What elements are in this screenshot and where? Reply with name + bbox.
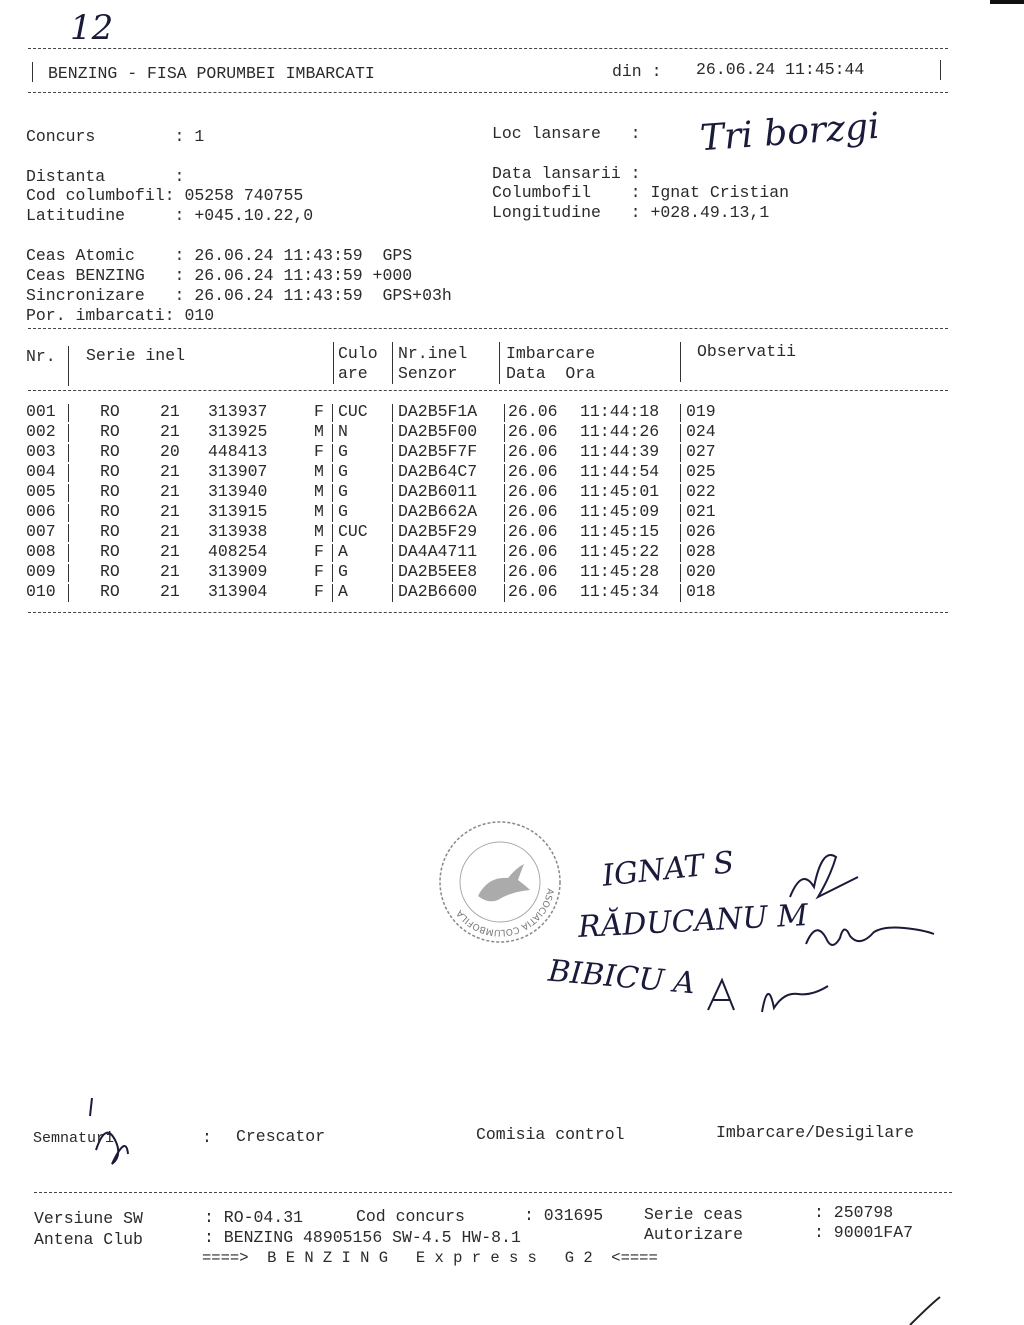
row-obs: 025 (686, 462, 716, 481)
row-obs: 026 (686, 522, 716, 541)
row-year: 21 (160, 542, 180, 561)
row-nr: 007 (26, 522, 56, 541)
header-divider-culoare (392, 342, 393, 384)
row-column-divider (332, 484, 333, 502)
autorizare-label: Autorizare (644, 1225, 744, 1244)
row-year: 21 (160, 562, 180, 581)
longitudine-value: +028.49.13,1 (650, 203, 770, 222)
header-left-bar (32, 62, 33, 82)
row-color: N (338, 422, 348, 441)
row-ring: 313915 (208, 502, 268, 521)
latitudine-line (26, 206, 313, 226)
row-column-divider (68, 464, 69, 482)
handwritten-signature-2: RĂDUCANU M (577, 898, 809, 945)
cod-concurs-label: Cod concurs (356, 1207, 465, 1226)
row-year: 20 (160, 442, 180, 461)
porumbei-imbarcati-line (26, 306, 214, 326)
row-column-divider (68, 584, 69, 602)
row-date: 26.06 (508, 482, 558, 501)
row-color: G (338, 482, 348, 501)
row-column-divider (392, 584, 393, 602)
row-year: 21 (160, 502, 180, 521)
ceas-benzing-label: Ceas BENZING : (26, 266, 195, 285)
row-sex: M (314, 482, 324, 501)
table-top-rule (28, 328, 948, 329)
row-year: 21 (160, 522, 180, 541)
row-ring: 313909 (208, 562, 268, 581)
col-header-observatii: Observatii (697, 342, 797, 361)
row-country: RO (100, 502, 120, 521)
ceas-benzing-value: 26.06.24 11:43:59 +000 (194, 266, 413, 285)
row-column-divider (68, 404, 69, 422)
row-sensor: DA2B5F29 (398, 522, 478, 541)
row-column-divider (392, 444, 393, 462)
cod-concurs-value: : 031695 (524, 1206, 604, 1225)
row-ring: 313907 (208, 462, 268, 481)
row-column-divider (68, 544, 69, 562)
row-country: RO (100, 542, 120, 561)
row-nr: 002 (26, 422, 56, 441)
row-date: 26.06 (508, 522, 558, 541)
row-obs: 019 (686, 402, 716, 421)
header-divider-nr (68, 346, 69, 386)
row-column-divider (680, 404, 681, 422)
row-nr: 005 (26, 482, 56, 501)
concurs-label: Concurs : (26, 127, 195, 146)
row-column-divider (680, 544, 681, 562)
row-time: 11:44:54 (580, 462, 660, 481)
row-sensor: DA4A4711 (398, 542, 478, 561)
semnaturi-label: Semnaturi (33, 1130, 115, 1147)
latitudine-value: +045.10.22,0 (194, 206, 314, 225)
row-time: 11:45:01 (580, 482, 660, 501)
row-year: 21 (160, 582, 180, 601)
row-column-divider (504, 564, 505, 582)
row-country: RO (100, 442, 120, 461)
din-label: din : (612, 62, 662, 81)
row-color: G (338, 562, 348, 581)
row-time: 11:44:39 (580, 442, 660, 461)
row-obs: 024 (686, 422, 716, 441)
stamp-text: ASOCIATIA COLUMBOFILA (455, 887, 555, 938)
row-nr: 010 (26, 582, 56, 601)
row-column-divider (332, 504, 333, 522)
row-column-divider (392, 524, 393, 542)
header-top-rule (28, 48, 948, 49)
row-date: 26.06 (508, 542, 558, 561)
row-sex: M (314, 462, 324, 481)
row-column-divider (680, 584, 681, 602)
row-sex: M (314, 522, 324, 541)
distanta-line (26, 167, 184, 187)
row-column-divider (392, 544, 393, 562)
ceas-benzing-line (26, 266, 412, 286)
row-column-divider (68, 504, 69, 522)
row-date: 26.06 (508, 402, 558, 421)
header-bottom-rule (28, 92, 948, 93)
row-column-divider (680, 564, 681, 582)
row-ring: 313904 (208, 582, 268, 601)
row-obs: 022 (686, 482, 716, 501)
longitudine-line (492, 203, 769, 223)
row-date: 26.06 (508, 422, 558, 441)
row-obs: 020 (686, 562, 716, 581)
row-date: 26.06 (508, 582, 558, 601)
porumbei-imbarcati-value: 010 (184, 306, 215, 325)
row-country: RO (100, 582, 120, 601)
row-column-divider (332, 524, 333, 542)
row-sensor: DA2B5F00 (398, 422, 478, 441)
serie-ceas-value: : 250798 (814, 1203, 894, 1222)
row-obs: 028 (686, 542, 716, 561)
row-column-divider (680, 424, 681, 442)
row-sex: F (314, 442, 324, 461)
cod-columbofil-label: Cod columbofil: (26, 186, 185, 205)
row-column-divider (680, 524, 681, 542)
row-nr: 008 (26, 542, 56, 561)
row-country: RO (100, 562, 120, 581)
row-country: RO (100, 482, 120, 501)
row-sex: F (314, 582, 324, 601)
row-time: 11:45:09 (580, 502, 660, 521)
row-column-divider (392, 424, 393, 442)
col-header-culoare-1: Culo (338, 344, 378, 363)
handwritten-signature-1: IGNAT S (600, 845, 736, 894)
ceas-atomic-line (26, 246, 412, 266)
semnaturi-colon: : (202, 1128, 212, 1147)
sincronizare-line (26, 286, 452, 306)
row-column-divider (680, 504, 681, 522)
row-ring: 448413 (208, 442, 268, 461)
row-column-divider (504, 524, 505, 542)
col-header-nrinel-1: Nr.inel (398, 344, 468, 363)
row-sensor: DA2B662A (398, 502, 478, 521)
row-time: 11:44:18 (580, 402, 660, 421)
columbofil-line (492, 183, 789, 203)
cod-columbofil-line (26, 186, 303, 206)
row-column-divider (68, 564, 69, 582)
porumbei-imbarcati-label: Por. imbarcati: (26, 306, 185, 325)
benzing-express-banner: ====> B E N Z I N G E x p r e s s G 2 <==== (202, 1249, 658, 1267)
row-column-divider (680, 484, 681, 502)
document-title: BENZING - FISA PORUMBEI IMBARCATI (48, 64, 375, 83)
handwritten-signature-3: BIBICU A (546, 953, 697, 1002)
row-time: 11:45:22 (580, 542, 660, 561)
versiune-sw-value: : RO-04.31 (204, 1208, 304, 1227)
row-obs: 021 (686, 502, 716, 521)
row-column-divider (332, 444, 333, 462)
columbofil-label: Columbofil : (492, 183, 651, 202)
loc-lansare-label: Loc lansare : (492, 124, 641, 143)
row-date: 26.06 (508, 502, 558, 521)
row-nr: 003 (26, 442, 56, 461)
pen-mark-bottom-right (900, 1295, 950, 1325)
row-nr: 001 (26, 402, 56, 421)
pigeon-icon (478, 864, 530, 901)
row-color: A (338, 542, 348, 561)
row-country: RO (100, 422, 120, 441)
handwritten-page-number: 12 (70, 8, 114, 48)
row-column-divider (332, 424, 333, 442)
header-divider-imbarcare (680, 342, 681, 382)
row-sex: F (314, 542, 324, 561)
row-column-divider (392, 464, 393, 482)
row-color: CUC (338, 402, 368, 421)
semnaturi-signature-scribble (82, 1090, 142, 1180)
row-column-divider (504, 504, 505, 522)
row-column-divider (504, 484, 505, 502)
row-column-divider (504, 444, 505, 462)
row-nr: 004 (26, 462, 56, 481)
row-sensor: DA2B6011 (398, 482, 478, 501)
table-header-rule (28, 390, 948, 391)
association-stamp (436, 818, 564, 946)
row-year: 21 (160, 482, 180, 501)
row-sensor: DA2B5EE8 (398, 562, 478, 581)
row-column-divider (332, 404, 333, 422)
comisia-control-label: Comisia control (476, 1125, 625, 1144)
row-time: 11:44:26 (580, 422, 660, 441)
row-nr: 006 (26, 502, 56, 521)
autorizare-value: : 90001FA7 (814, 1223, 914, 1242)
row-column-divider (332, 564, 333, 582)
row-sex: M (314, 502, 324, 521)
sincronizare-label: Sincronizare : (26, 286, 195, 305)
row-sex: M (314, 422, 324, 441)
row-country: RO (100, 402, 120, 421)
row-year: 21 (160, 422, 180, 441)
row-ring: 313940 (208, 482, 268, 501)
row-color: G (338, 502, 348, 521)
antena-club-label: Antena Club (34, 1230, 143, 1249)
row-color: CUC (338, 522, 368, 541)
row-sensor: DA2B5F7F (398, 442, 478, 461)
row-sex: F (314, 402, 324, 421)
din-value: 26.06.24 11:45:44 (696, 60, 865, 79)
signature-scribble-2 (800, 914, 940, 964)
row-sensor: DA2B5F1A (398, 402, 478, 421)
row-sensor: DA2B64C7 (398, 462, 478, 481)
row-year: 21 (160, 462, 180, 481)
row-column-divider (680, 444, 681, 462)
ceas-atomic-value: 26.06.24 11:43:59 GPS (194, 246, 413, 265)
row-date: 26.06 (508, 562, 558, 581)
header-divider-nrinel (499, 342, 500, 384)
versiune-sw-label: Versiune SW (34, 1209, 143, 1228)
antena-club-value: : BENZING 48905156 SW-4.5 HW-8.1 (204, 1228, 521, 1247)
columbofil-value: Ignat Cristian (650, 183, 790, 202)
row-column-divider (504, 424, 505, 442)
row-column-divider (392, 504, 393, 522)
cod-columbofil-value: 05258 740755 (184, 186, 304, 205)
row-time: 11:45:28 (580, 562, 660, 581)
row-time: 11:45:15 (580, 522, 660, 541)
row-column-divider (504, 464, 505, 482)
row-column-divider (680, 464, 681, 482)
row-country: RO (100, 522, 120, 541)
row-time: 11:45:34 (580, 582, 660, 601)
row-sensor: DA2B6600 (398, 582, 478, 601)
row-ring: 313938 (208, 522, 268, 541)
row-color: A (338, 582, 348, 601)
row-column-divider (392, 484, 393, 502)
col-header-imbarcare-2: Data Ora (506, 364, 596, 383)
crescator-label: Crescator (236, 1127, 326, 1146)
row-column-divider (68, 484, 69, 502)
ceas-atomic-label: Ceas Atomic : (26, 246, 195, 265)
row-country: RO (100, 462, 120, 481)
row-column-divider (68, 424, 69, 442)
row-column-divider (504, 584, 505, 602)
row-ring: 313937 (208, 402, 268, 421)
longitudine-label: Longitudine : (492, 203, 651, 222)
distanta-label: Distanta : (26, 167, 185, 186)
concurs-value: 1 (194, 127, 205, 146)
col-header-imbarcare-1: Imbarcare (506, 344, 596, 363)
row-date: 26.06 (508, 442, 558, 461)
row-color: G (338, 462, 348, 481)
row-ring: 313925 (208, 422, 268, 441)
row-column-divider (504, 544, 505, 562)
row-column-divider (332, 584, 333, 602)
col-header-nr: Nr. (26, 347, 56, 366)
row-obs: 027 (686, 442, 716, 461)
header-divider-serie (333, 342, 334, 384)
row-column-divider (68, 524, 69, 542)
footer-top-rule (34, 1192, 952, 1193)
header-right-bar (940, 60, 941, 80)
latitudine-label: Latitudine : (26, 206, 195, 225)
col-header-nrinel-2: Senzor (398, 364, 458, 383)
row-obs: 018 (686, 582, 716, 601)
handwritten-loc-lansare: Tri borzgi (698, 105, 881, 160)
row-column-divider (332, 464, 333, 482)
col-header-serie: Serie inel (86, 346, 186, 365)
row-year: 21 (160, 402, 180, 421)
row-color: G (338, 442, 348, 461)
signature-scribble-3 (700, 972, 840, 1022)
table-bottom-rule (28, 612, 948, 613)
scan-edge-mark (990, 0, 1024, 4)
row-column-divider (332, 544, 333, 562)
col-header-culoare-2: are (338, 364, 368, 383)
row-column-divider (68, 444, 69, 462)
imbarcare-desigilare-label: Imbarcare/Desigilare (716, 1123, 915, 1142)
concurs-line (26, 127, 204, 147)
serie-ceas-label: Serie ceas (644, 1205, 744, 1224)
row-column-divider (392, 404, 393, 422)
row-nr: 009 (26, 562, 56, 581)
row-ring: 408254 (208, 542, 268, 561)
sincronizare-value: 26.06.24 11:43:59 GPS+03h (194, 286, 452, 305)
row-column-divider (392, 564, 393, 582)
row-column-divider (504, 404, 505, 422)
row-date: 26.06 (508, 462, 558, 481)
row-sex: F (314, 562, 324, 581)
data-lansarii-label: Data lansarii : (492, 164, 641, 183)
